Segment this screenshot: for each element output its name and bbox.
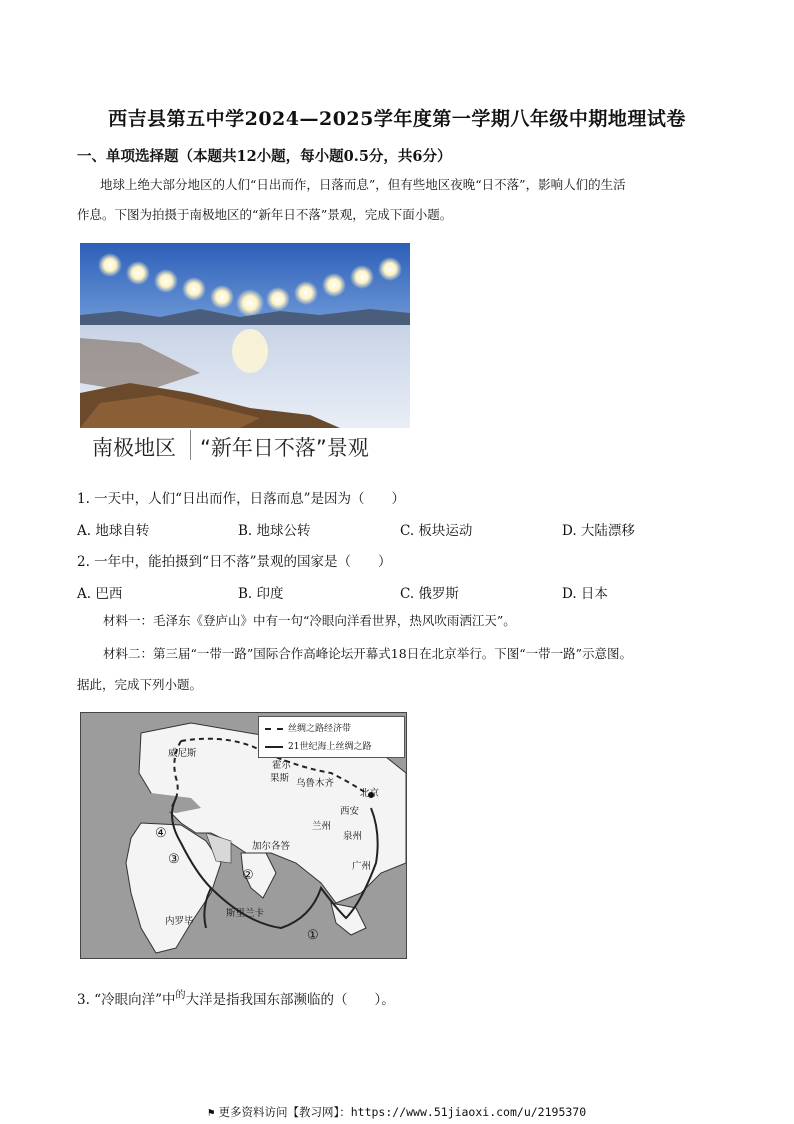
marker-2: ② <box>242 868 254 883</box>
footer-link[interactable]: ⚑ 更多资料访问【教习网】：https://www.51jiaoxi.com/u/2195370 <box>207 1105 587 1119</box>
label-kolkata: 加尔各答 <box>252 841 291 852</box>
flag-icon: ⚑ <box>207 1106 215 1119</box>
legend-land-route: 丝绸之路经济带 <box>265 721 351 734</box>
q2-option-a[interactable]: A. 巴西 <box>77 586 123 602</box>
material-1: 材料一：毛泽东《登庐山》中有一句“冷眼向洋看世界，热风吹雨洒江天”。 <box>103 613 516 628</box>
question-3-stem: 3. “冷眼向洋”中$^的$大洋是指我国东部濒临的（ ）。 <box>77 990 395 1008</box>
intro-line-2: 作息。下图为拍摄于南极地区的“新年日不落”景观，完成下面小题。 <box>77 207 453 222</box>
material-2-line-1: 材料二：第三届“一带一路”国际合作高峰论坛开幕式18日在北京举行。下图“一带一路”示意图。 <box>103 646 632 661</box>
label-xian: 西安 <box>340 806 360 817</box>
solid-line-icon <box>265 746 283 748</box>
label-quanzhou: 泉州 <box>343 831 363 842</box>
label-khorgos-2: 果斯 <box>270 773 290 784</box>
dashed-line-icon <box>265 728 283 730</box>
label-venice: 威尼斯 <box>168 748 197 759</box>
antarctic-photo <box>80 243 410 428</box>
label-khorgos-1: 霍尔 <box>272 760 292 771</box>
caption-location: 南极地区 <box>92 436 176 460</box>
q1-option-a[interactable]: A. 地球自转 <box>77 523 150 539</box>
exam-title: 西吉县第五中学2024—2025学年度第一学期八年级中期地理试卷 <box>108 108 686 130</box>
marker-4: ④ <box>155 826 167 841</box>
q1-option-b[interactable]: B. 地球公转 <box>238 523 311 539</box>
legend-sea-route: 21世纪海上丝绸之路 <box>265 739 371 752</box>
photo-caption <box>80 428 410 464</box>
intro-line-1: 地球上绝大部分地区的人们“日出而作，日落而息”，但有些地区夜晚“日不落”，影响人们的生活 <box>100 177 626 192</box>
label-urumqi: 乌鲁木齐 <box>296 778 335 789</box>
caption-divider <box>190 430 191 460</box>
question-1-stem: 1. 一天中，人们“日出而作，日落而息”是因为（ ） <box>77 491 405 507</box>
material-2-line-2: 据此，完成下列小题。 <box>77 677 203 692</box>
label-nairobi: 内罗毕 <box>165 916 194 927</box>
q1-option-d[interactable]: D. 大陆漂移 <box>562 523 635 539</box>
marker-1: ① <box>307 928 319 943</box>
q2-option-b[interactable]: B. 印度 <box>238 586 284 602</box>
marker-3: ③ <box>168 852 180 867</box>
label-colombo: 斯里兰卡 <box>226 908 265 919</box>
question-2-stem: 2. 一年中，能拍摄到“日不落”景观的国家是（ ） <box>77 554 392 570</box>
label-lanzhou: 兰州 <box>312 821 332 832</box>
q1-option-c[interactable]: C. 板块运动 <box>400 523 473 539</box>
q2-option-c[interactable]: C. 俄罗斯 <box>400 586 459 602</box>
antarctic-photo-image <box>80 243 410 428</box>
section-heading: 一、单项选择题（本题共12小题，每小题0.5分，共6分） <box>77 148 452 165</box>
map-legend <box>258 716 405 758</box>
caption-scene: “新年日不落”景观 <box>200 436 369 460</box>
label-beijing: 北京 <box>360 788 380 799</box>
label-guangzhou: 广州 <box>352 861 372 872</box>
q2-option-d[interactable]: D. 日本 <box>562 586 608 602</box>
